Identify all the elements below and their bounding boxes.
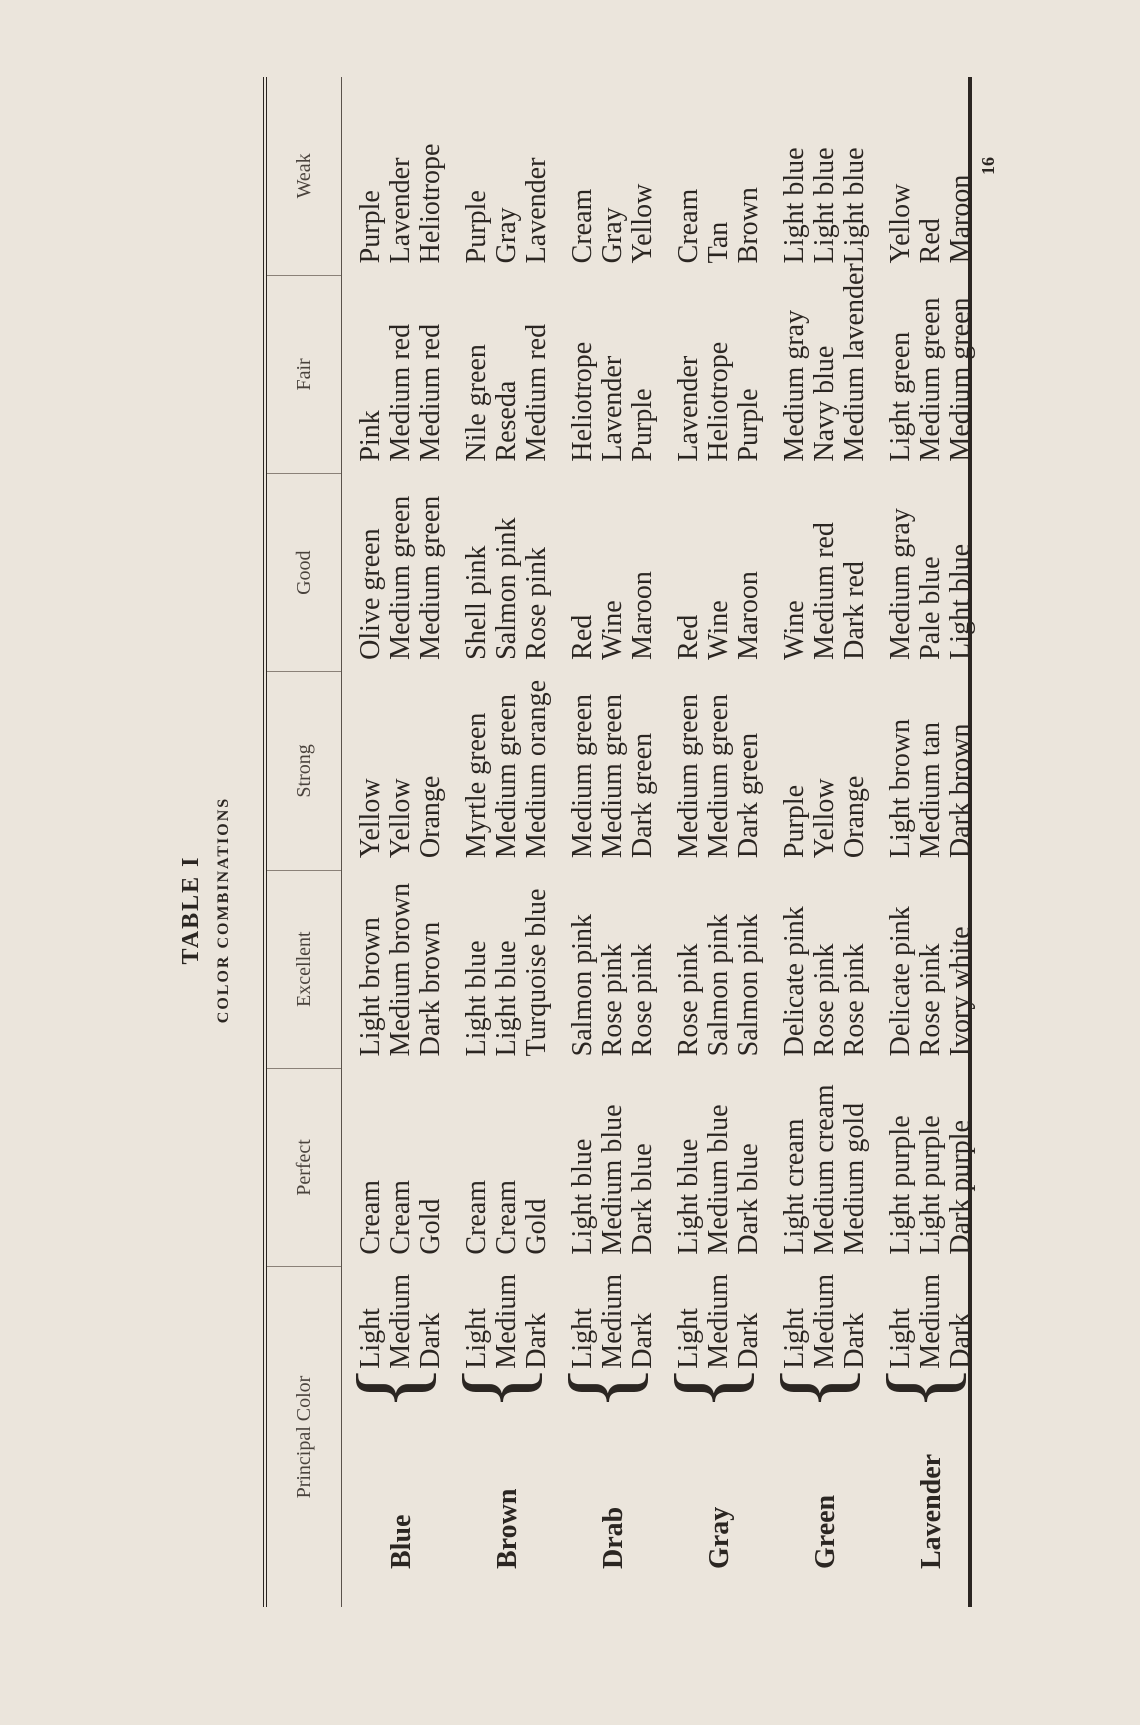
table-cell: Dark purple (945, 1120, 976, 1255)
table-cell: Light blue (839, 147, 870, 264)
tone-cell: Medium (385, 1273, 416, 1369)
principal-color-name: Drab (598, 1506, 629, 1569)
table-cell: Cream (461, 1179, 492, 1255)
principal-color-cell (443, 1364, 554, 1607)
table-cell: Medium red (809, 522, 840, 660)
table-cell: Purple (733, 388, 764, 462)
header-good: Good (265, 474, 342, 672)
tone-cell: Medium (703, 1273, 734, 1369)
brace-glyph: { (655, 1364, 762, 1411)
table-cell: Lavender (385, 157, 416, 264)
principal-color-name: Blue (386, 1514, 417, 1569)
table-body (337, 77, 979, 1607)
table-row (448, 77, 492, 1607)
table-cell: Medium green (385, 495, 416, 660)
table-cell: Medium green (945, 297, 976, 462)
principal-color-cell (549, 1364, 660, 1607)
table-cell: Rose pink (915, 943, 946, 1057)
table-cell: Medium green (673, 694, 704, 859)
brace-glyph: { (337, 1364, 444, 1411)
table-cell: Medium gray (779, 309, 810, 462)
table-cell: Medium gray (885, 508, 916, 660)
table-cell: Yellow (809, 778, 840, 859)
table-cell: Heliotrope (567, 341, 598, 462)
page-number: 16 (978, 157, 998, 175)
table-cell: Light blue (461, 940, 492, 1057)
table-cell: Yellow (627, 183, 658, 264)
tone-cell: Dark (945, 1312, 976, 1369)
table-cell: Gray (491, 207, 522, 264)
table-cell: Medium green (703, 694, 734, 859)
table-cell: Medium green (415, 495, 446, 660)
table-cell: Purple (779, 784, 810, 859)
table-cell: Light purple (885, 1115, 916, 1255)
table-cell: Orange (415, 775, 446, 859)
table-cell: Medium brown (385, 882, 416, 1057)
brace-glyph: { (443, 1364, 550, 1411)
tone-cell: Light (567, 1308, 598, 1369)
tone-cell: Medium (809, 1273, 840, 1369)
table-cell: Cream (673, 188, 704, 264)
table-cell: Medium cream (809, 1084, 840, 1255)
table-cell: Purple (355, 190, 386, 264)
table-cell: Medium red (521, 323, 552, 462)
page-subtitle: COLOR COMBINATIONS (215, 796, 232, 1024)
principal-color-name: Brown (492, 1488, 523, 1569)
table-cell: Orange (839, 775, 870, 859)
table-cell: Rose pink (809, 943, 840, 1057)
table-cell: Reseda (491, 380, 522, 462)
header-excellent: Excellent (265, 870, 342, 1068)
tone-cell: Dark (521, 1312, 552, 1369)
table-cell: Salmon pink (733, 913, 764, 1057)
header-principal-color: Principal Color (265, 1267, 342, 1607)
table-cell: Brown (733, 187, 764, 264)
brace-glyph: { (549, 1364, 656, 1411)
principal-color-name: Gray (704, 1506, 735, 1569)
table-cell: Red (673, 614, 704, 660)
table-cell: Nile green (461, 344, 492, 462)
principal-color-name: Green (810, 1494, 841, 1569)
table-cell: Maroon (627, 571, 658, 660)
table-cell: Cream (355, 1179, 386, 1255)
tone-cell: Light (355, 1308, 386, 1369)
table-cell: Salmon pink (491, 517, 522, 660)
table-cell: Medium blue (703, 1104, 734, 1255)
table-cell: Salmon pink (703, 913, 734, 1057)
principal-color-cell (655, 1364, 766, 1607)
table-cell: Medium green (915, 297, 946, 462)
table-row (342, 77, 387, 1607)
table-cell: Light brown (355, 917, 386, 1057)
header-fair: Fair (265, 275, 342, 473)
table-row (872, 77, 916, 1607)
table-cell: Rose pink (521, 547, 552, 660)
table-cell: Wine (597, 600, 628, 660)
table-cell: Lavender (521, 157, 552, 264)
principal-color-name: Lavender (916, 1453, 947, 1569)
table-cell: Cream (491, 1179, 522, 1255)
table-cell: Olive green (355, 528, 386, 660)
table-cell: Medium red (415, 323, 446, 462)
table-cell: Dark blue (627, 1143, 658, 1255)
table-cell: Dark brown (945, 723, 976, 859)
table-cell: Red (567, 614, 598, 660)
tone-cell: Dark (415, 1312, 446, 1369)
table-cell: Wine (779, 600, 810, 660)
tone-cell: Light (461, 1308, 492, 1369)
color-combinations-table (263, 77, 978, 1607)
table-cell: Yellow (385, 778, 416, 859)
table-cell: Lavender (673, 355, 704, 462)
table-cell: Light blue (673, 1138, 704, 1255)
brace-glyph: { (867, 1364, 974, 1411)
table-cell: Medium green (597, 694, 628, 859)
table-cell: Medium gold (839, 1102, 870, 1255)
table-cell: Navy blue (809, 345, 840, 462)
table-cell: Turquoise blue (521, 888, 552, 1057)
table-cell: Rose pink (839, 943, 870, 1057)
table-cell: Dark blue (733, 1143, 764, 1255)
table-cell: Yellow (885, 183, 916, 264)
header-strong: Strong (265, 672, 342, 870)
table-cell: Rose pink (673, 943, 704, 1057)
tone-cell: Light (779, 1308, 810, 1369)
table-cell: Wine (703, 600, 734, 660)
table-cell: Gold (415, 1198, 446, 1255)
page-title: TABLE I (178, 855, 204, 965)
table-cell: Dark brown (415, 921, 446, 1057)
tone-cell: Medium (597, 1273, 628, 1369)
table-cell: Yellow (355, 778, 386, 859)
table-cell: Red (915, 218, 946, 264)
table-row (766, 77, 810, 1607)
table-cell: Ivory white (945, 926, 976, 1057)
table-cell: Light blue (491, 940, 522, 1057)
table-cell: Purple (627, 388, 658, 462)
table-cell: Cream (385, 1179, 416, 1255)
table-cell: Light brown (885, 718, 916, 859)
table-header-row (265, 77, 342, 1607)
table-cell: Light purple (915, 1115, 946, 1255)
table-bottom-rule (968, 77, 972, 1607)
table-cell: Maroon (945, 174, 976, 264)
table-cell: Light blue (567, 1138, 598, 1255)
table-cell: Delicate pink (885, 906, 916, 1057)
table-cell: Medium red (385, 323, 416, 462)
table-cell: Light blue (945, 543, 976, 660)
table-cell: Medium blue (597, 1104, 628, 1255)
table-cell: Pale blue (915, 556, 946, 660)
table-cell: Shell pink (461, 545, 492, 660)
rotated-page (0, 95, 1035, 1725)
table-row (554, 77, 598, 1607)
table-cell: Pink (355, 410, 386, 462)
brace-glyph: { (761, 1364, 868, 1411)
table-cell: Purple (461, 190, 492, 264)
table-cell: Heliotrope (703, 341, 734, 462)
table-cell: Medium green (491, 694, 522, 859)
table-cell: Light blue (809, 147, 840, 264)
table-cell: Dark green (627, 732, 658, 859)
table-cell: Heliotrope (415, 143, 446, 264)
header-weak: Weak (265, 77, 342, 275)
header-perfect: Perfect (265, 1068, 342, 1266)
table-cell: Dark green (733, 732, 764, 859)
table-cell: Myrtle green (461, 712, 492, 859)
table-cell: Gold (521, 1198, 552, 1255)
table-cell: Delicate pink (779, 906, 810, 1057)
table-cell: Medium tan (915, 721, 946, 859)
tone-cell: Medium (491, 1273, 522, 1369)
table-cell: Dark red (839, 561, 870, 660)
table-cell: Tan (703, 221, 734, 264)
table-cell: Salmon pink (567, 913, 598, 1057)
tone-cell: Medium (915, 1273, 946, 1369)
table-cell: Light green (885, 331, 916, 462)
tone-cell: Dark (839, 1312, 870, 1369)
table-cell: Medium lavender (839, 263, 870, 462)
table-cell: Cream (567, 188, 598, 264)
table-cell: Light cream (779, 1118, 810, 1255)
table-cell: Light blue (779, 147, 810, 264)
table-cell: Medium green (567, 694, 598, 859)
tone-cell: Light (673, 1308, 704, 1369)
table-cell: Medium orange (521, 680, 552, 859)
table-row (660, 77, 704, 1607)
table-cell: Rose pink (627, 943, 658, 1057)
table-cell: Gray (597, 207, 628, 264)
table-cell: Maroon (733, 571, 764, 660)
tone-cell: Dark (627, 1312, 658, 1369)
table-cell: Rose pink (597, 943, 628, 1057)
principal-color-cell (761, 1364, 872, 1607)
tone-cell: Light (885, 1308, 916, 1369)
table-cell: Lavender (597, 355, 628, 462)
tone-cell: Dark (733, 1312, 764, 1369)
principal-color-cell (867, 1364, 978, 1607)
principal-color-cell (337, 1364, 449, 1607)
